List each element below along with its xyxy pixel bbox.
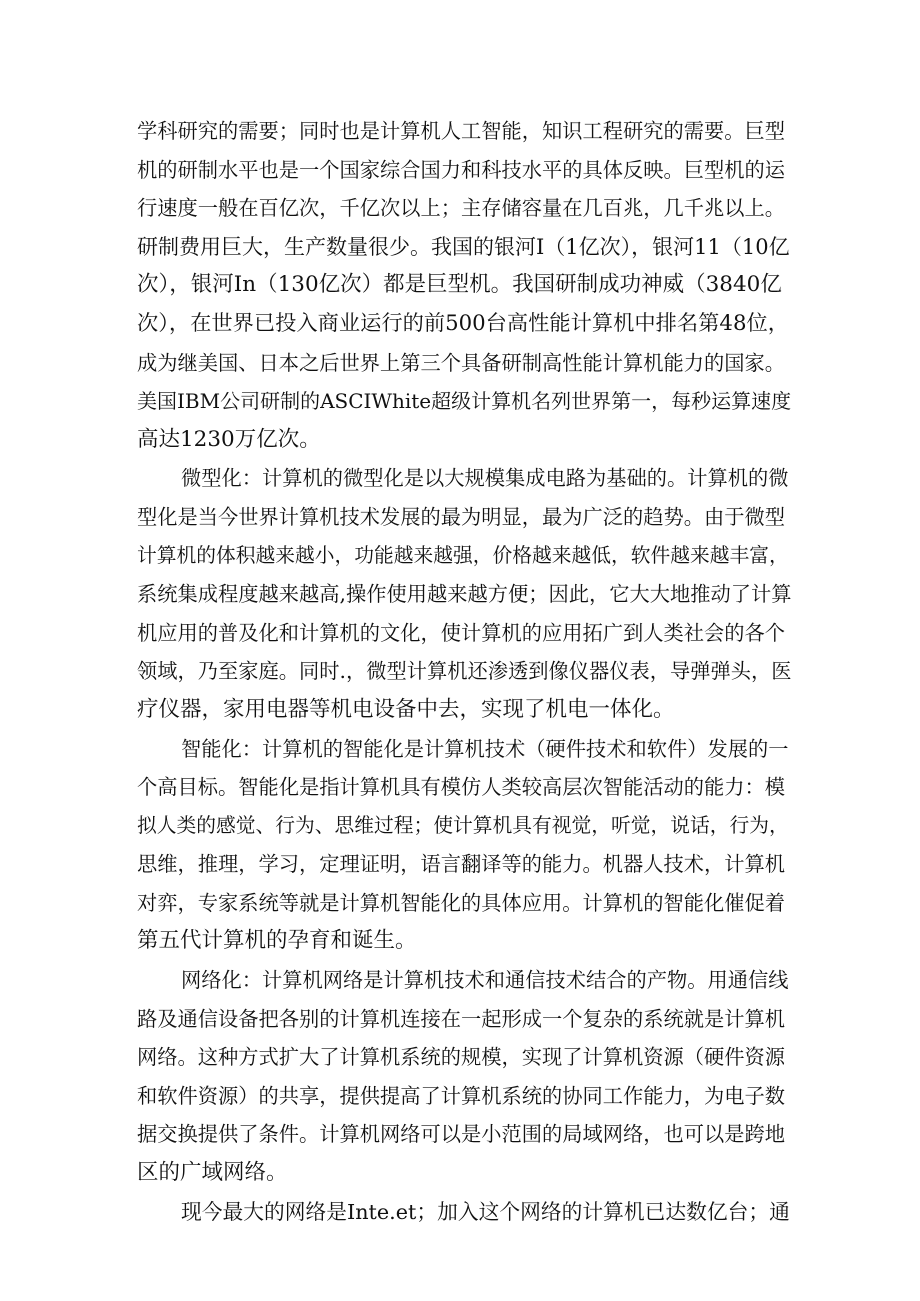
text-line: 第五代计算机的孕育和诞生。 xyxy=(137,928,417,954)
text-line: 网络。这种方式扩大了计算机系统的规模，实现了计算机资源（硬件资源 xyxy=(137,1045,786,1070)
text-line: 系统集成程度越来越高,操作使用越来越方便；因此，它大大地推动了计算 xyxy=(137,582,792,607)
text-line: 研制费用巨大，生产数量很少。我国的银河Ⅰ（1亿次），银河11（10亿 xyxy=(137,234,790,259)
text-line: 区的广域网络。 xyxy=(137,1160,288,1186)
text-line: 疗仪器，家用电器等机电设备中去，实现了机电一体化。 xyxy=(137,696,675,722)
paragraph-first-line: 微型化：计算机的微型化是以大规模集成电路为基础的。计算机的微 xyxy=(181,466,789,491)
text-line: 和软件资源）的共享，提供提高了计算机系统的协同工作能力，为电子数 xyxy=(137,1083,786,1108)
text-line: 领域，乃至家庭。同时.，微型计算机还渗透到像仪器仪表，导弹弹头，医 xyxy=(137,659,792,684)
text-line: 机应用的普及化和计算机的文化，使计算机的应用拓广到人类社会的各个 xyxy=(137,620,786,645)
text-line: 机的研制水平也是一个国家综合国力和科技水平的具体反映。巨型机的运 xyxy=(137,157,786,182)
text-line: 思维，推理，学习，定理证明，语言翻译等的能力。机器人技术，计算机 xyxy=(137,852,786,877)
text-line: 高达1230万亿次。 xyxy=(137,426,321,452)
text-line: 对弈，专家系统等就是计算机智能化的具体应用。计算机的智能化催促着 xyxy=(137,890,786,915)
text-line: 次），在世界已投入商业运行的前500台高性能计算机中排名第48位， xyxy=(137,310,789,336)
document-body xyxy=(137,112,792,1231)
text-line: 个高目标。智能化是指计算机具有模仿人类较高层次智能活动的能力：模 xyxy=(137,775,786,800)
text-line: 路及通信设备把各别的计算机连接在一起形成一个复杂的系统就是计算机 xyxy=(137,1006,786,1031)
text-line: 拟人类的感觉、行为、思维过程；使计算机具有视觉，听觉，说话，行为， xyxy=(137,813,789,837)
paragraph-first-line: 智能化：计算机的智能化是计算机技术（硬件技术和软件）发展的一 xyxy=(181,736,789,761)
text-line: 计算机的体积越来越小，功能越来越强，价格越来越低，软件越来越丰富， xyxy=(137,543,789,567)
text-line: 美国IBM公司研制的ASCIWhite超级计算机名列世界第一，每秒运算速度 xyxy=(137,389,792,414)
text-line: 学科研究的需要；同时也是计算机人工智能，知识工程研究的需要。巨型 xyxy=(137,119,786,143)
paragraph-first-line: 网络化：计算机网络是计算机技术和通信技术结合的产物。用通信线 xyxy=(181,968,789,993)
paragraph-first-line: 现今最大的网络是Inte.et；加入这个网络的计算机已达数亿台；通 xyxy=(181,1199,790,1224)
text-line: 型化是当今世界计算机技术发展的最为明显，最为广泛的趋势。由于微型 xyxy=(137,504,786,529)
text-line: 次），银河In（130亿次）都是巨型机。我国研制成功神威（3840亿 xyxy=(137,272,782,298)
text-line: 行速度一般在百亿次，千亿次以上；主存储容量在几百兆，几千兆以上。 xyxy=(137,196,786,221)
text-line: 据交换提供了条件。计算机网络可以是小范围的局域网络，也可以是跨地 xyxy=(137,1122,786,1147)
text-line: 成为继美国、日本之后世界上第三个具备研制高性能计算机能力的国家。 xyxy=(137,350,786,375)
